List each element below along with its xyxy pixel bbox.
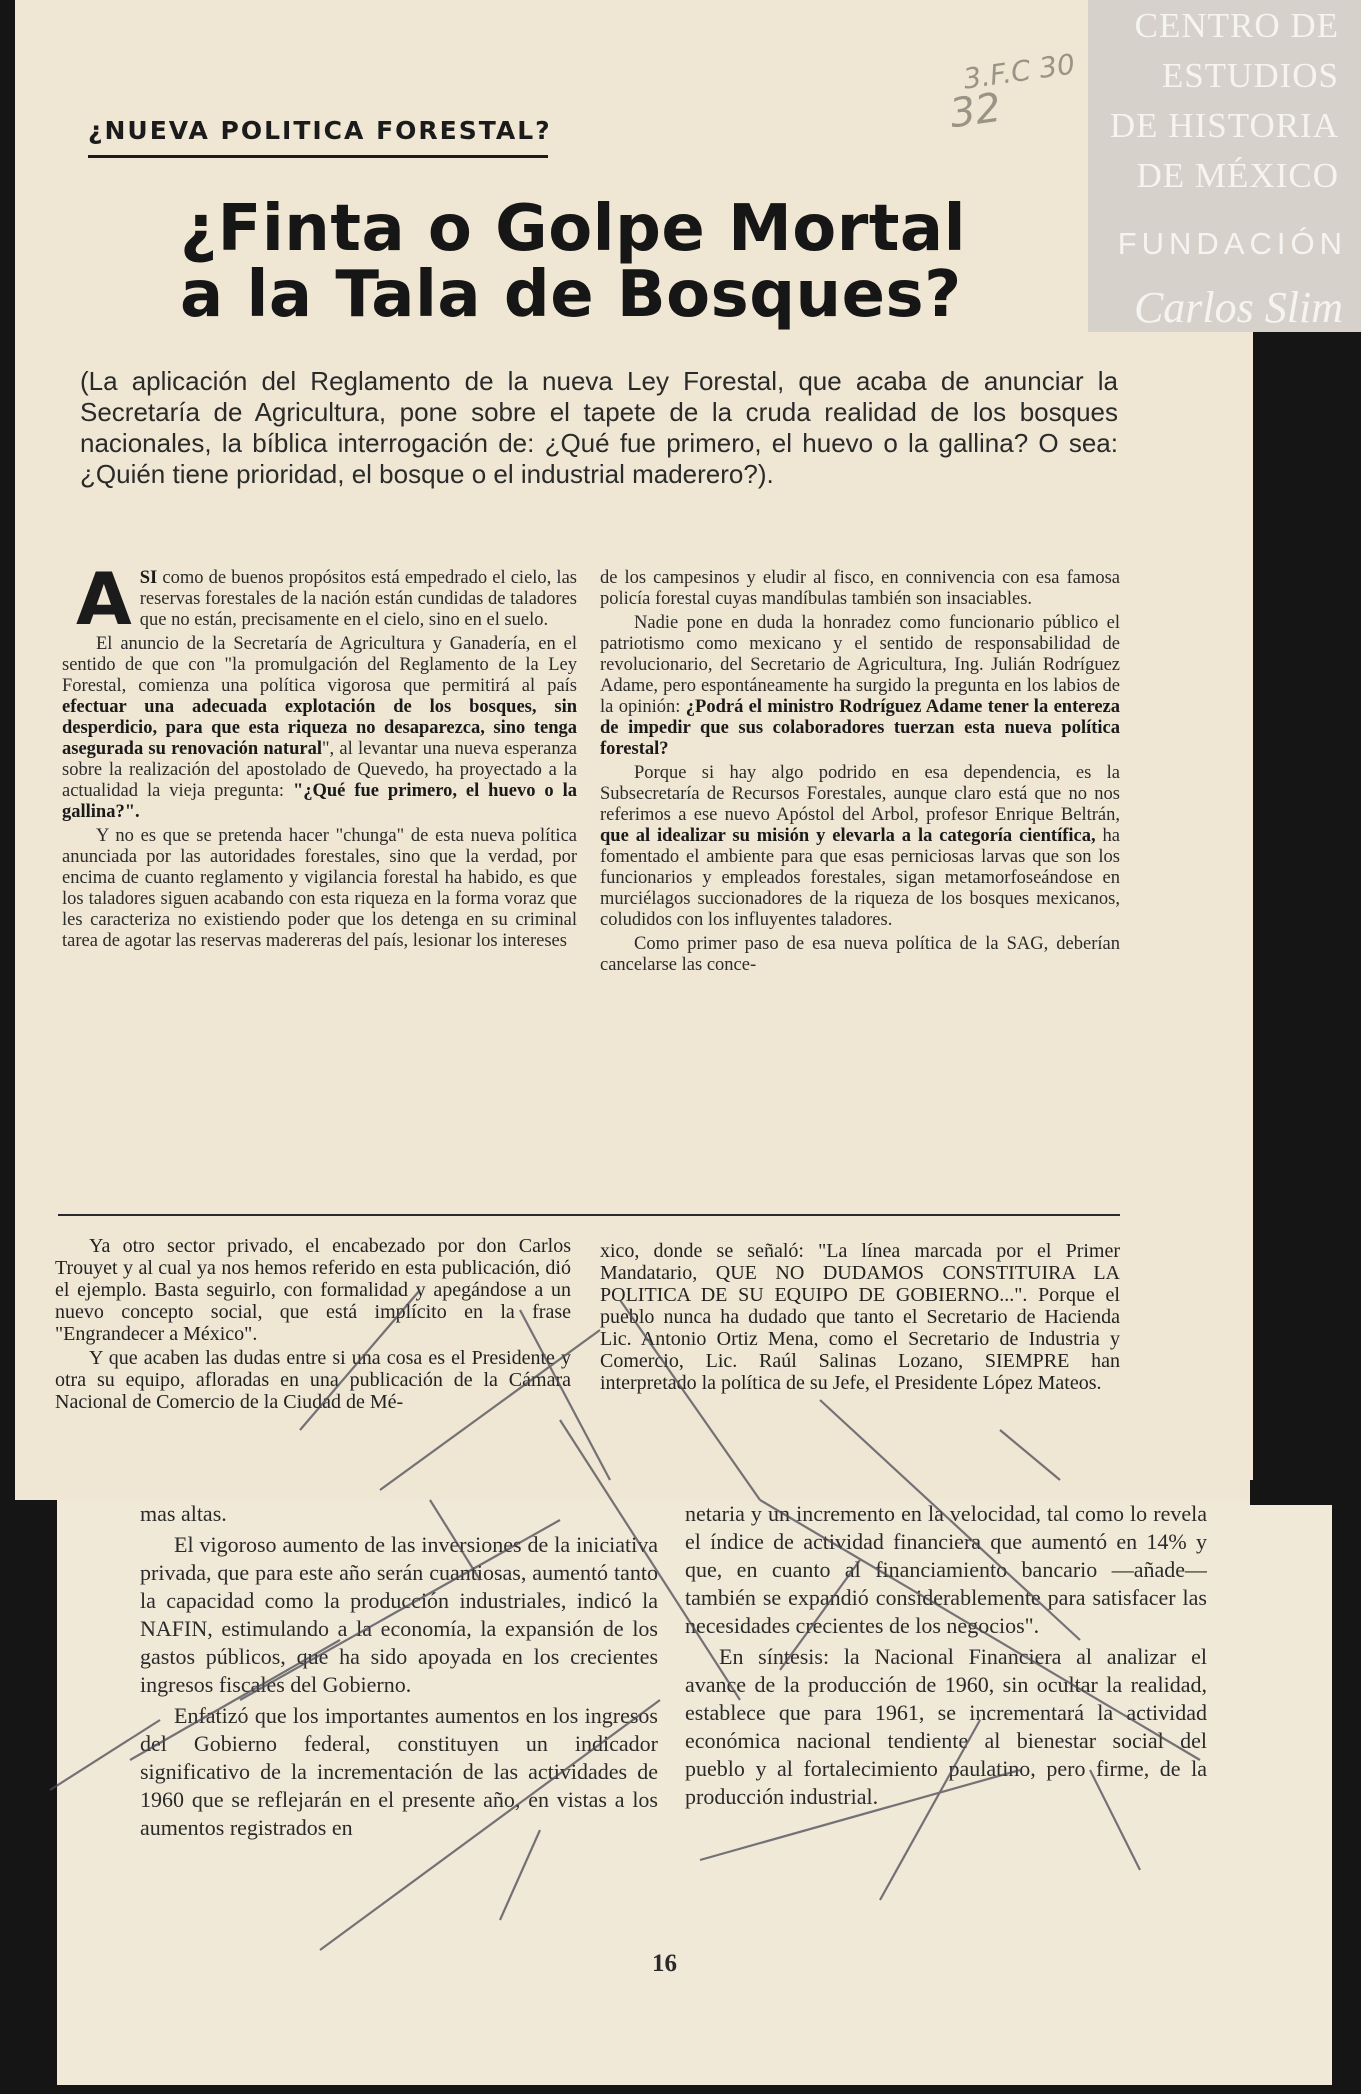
watermark-line-1: CENTRO DE [1134, 6, 1339, 45]
article-lead: (La aplicación del Reglamento de la nueva Ley Forestal, que acaba de anunciar la Secretaría de Agricultura, pone sobre el tapete de la cruda realidad de los bosques nacionales, la bíblica interrogación de: ¿Qué fue primero, el huevo o la gallina? O sea: ¿Quién tiene prioridad, el bosque o el industrial maderero?). [80, 366, 1118, 489]
paragraph: Como primer paso de esa nueva política de la SAG, deberían cancelarse las conce- [600, 934, 1120, 975]
paragraph: netaria y un incremento en la velocidad, tal como lo revela el índice de actividad financiera que aumentó en 14% y que, en cuanto al financiamiento bancario —añade— también se expandió considerablemente para satisfacer las necesidades crecientes de los negocios". [685, 1501, 1207, 1638]
background-gap [1250, 1480, 1332, 1505]
article-column-1 [62, 568, 577, 1180]
watermark-fundacion: FUNDACIÓN [1117, 226, 1347, 261]
article-headline [180, 192, 967, 332]
torn-edge [15, 1500, 57, 2094]
kicker-underline [88, 155, 548, 158]
paragraph: Porque si hay algo podrido en esa dependencia, es la Subsecretaría de Recursos Forestales, aunque claro está que no nos referimos a ese nuevo Apóstol del Arbol, profesor Enrique Beltrán, que al idealizar su misión y elevarla a la categoría científica, ha fomentado el ambiente para que esas perniciosas larvas que son los funcionarios y empleados forestales, sigan metamorfoseándose en murciélagos succionadores de la riqueza de los bosques mexicanos, coludidos con los influyentes taladores. [600, 763, 1120, 930]
paragraph: Enfatizó que los importantes aumentos en los ingresos del Gobierno federal, constituyen un indicador significativo de la incrementación de las actividades de 1960 que se reflejarán en el presente año, en vistas a los aumentos registrados en [140, 1703, 658, 1840]
section-divider [58, 1214, 1120, 1216]
paragraph: ASI como de buenos propósitos está empedrado el cielo, las reservas forestales de la nación están cundidas de taladores que no están, precisamente en el cielo, sino en el suelo. [76, 568, 577, 641]
clipping-column-6 [685, 1500, 1207, 1926]
archive-watermark [1088, 0, 1361, 332]
clipping-column-5 [140, 1500, 658, 1926]
paragraph: Y que acaben las dudas entre si una cosa es el Presidente y otra su equipo, afloradas en una publicación de la Cámara Nacional de Comercio de la Ciudad de Mé- [55, 1347, 571, 1413]
paragraph: El anuncio de la Secretaría de Agricultura y Ganadería, en el sentido de que con "la promulgación del Reglamento de la Ley Forestal, comienza una política vigorosa que permitirá al país efectuar una adecuada explotación de los bosques, sin desperdicio, para que esta riqueza no desaparezca, sino tenga asegurada su renovación natural", al levantar una nueva esperanza sobre la realización del apostolado de Quevedo, ha proyectado a la actualidad la vieja pregunta: "¿Qué fue primero, el huevo o la gallina?". [62, 634, 577, 822]
article-column-2 [600, 568, 1120, 1180]
handwritten-reference: 3.F.C 30 [961, 47, 1077, 96]
clipping-column-4 [600, 1240, 1120, 1493]
paragraph: El vigoroso aumento de las inversiones de la iniciativa privada, que para este año serán cuantiosas, aumentó tanto la capacidad como la producción industriales, indicó la NAFIN, estimulando a la economía, la expansión de los gastos públicos, que ha sido apoyada en los crecientes ingresos fiscales del Gobierno. [140, 1532, 658, 1697]
paragraph: Ya otro sector privado, el encabezado por don Carlos Trouyet y al cual ya nos hemos referido en esta publicación, dió el ejemplo. Basta seguirlo, con formalidad y apegándose a un nuevo concepto social, que está implícito en la frase "Engrandecer a México". [55, 1235, 571, 1345]
paragraph: Nadie pone en duda la honradez como funcionario público el patriotismo como mexicano y el sentido de responsabilidad de revolucionario, del Secretario de Agricultura, Ing. Julián Rodríguez Adame, pero espontáneamente ha surgido la pregunta en los labios de la opinión: ¿Podrá el ministro Rodríguez Adame tener la entereza de impedir que sus colaboradores tuerzan esta nueva política forestal? [600, 613, 1120, 759]
watermark-signature: Carlos Slim [1133, 283, 1343, 332]
headline-line-1: ¿Finta o Golpe Mortal [180, 192, 967, 266]
paragraph: mas altas. [140, 1501, 227, 1526]
headline-line-2: a la Tala de Bosques? [180, 258, 962, 332]
watermark-line-2: ESTUDIOS [1161, 56, 1339, 95]
drop-cap: A [76, 568, 132, 641]
watermark-line-4: DE MÉXICO [1136, 156, 1339, 195]
watermark-line-3: DE HISTORIA [1109, 106, 1339, 145]
paragraph: de los campesinos y eludir al fisco, en connivencia con esa famosa policía forestal cuyas mandíbulas también son insaciables. [600, 568, 1120, 609]
article-kicker: ¿NUEVA POLITICA FORESTAL? [88, 116, 552, 145]
paragraph: En síntesis: la Nacional Financiera al analizar el avance de la producción de 1960, sin ocultar la realidad, establece que para 1961, se incrementará la actividad económica nacional tendiente al bienestar social del pueblo y al fortalecimiento paulatino, pero firme, de la producción industrial. [685, 1644, 1207, 1809]
paragraph: xico, donde se señaló: "La línea marcada por el Primer Mandatario, QUE NO DUDAMOS CONSTITUIRA LA POLITICA DE SU EQUIPO DE GOBIERNO...". Porque el pueblo nunca ha dudado que tanto el Secretario de Hacienda Lic. Antonio Ortiz Mena, como el Secretario de Industria y Comercio, Lic. Raúl Salinas Lozano, SIEMPRE han interpretado la política de su Jefe, el Presidente López Mateos. [600, 1240, 1120, 1394]
handwritten-number: 32 [947, 84, 1004, 138]
page-number: 16 [652, 1950, 677, 1977]
paragraph: Y no es que se pretenda hacer "chunga" de esta nueva política anunciada por las autoridades forestales, sino que la verdad, por encima de cuanto reglamento y vigilancia forestal ha habido, es que los taladores siguen acabando con esta riqueza en la forma voraz que les caracteriza no existiendo poder que los detenga en su criminal tarea de agotar las reservas madereras del país, lesionar los intereses [62, 826, 577, 951]
clipping-column-3 [55, 1235, 571, 1493]
